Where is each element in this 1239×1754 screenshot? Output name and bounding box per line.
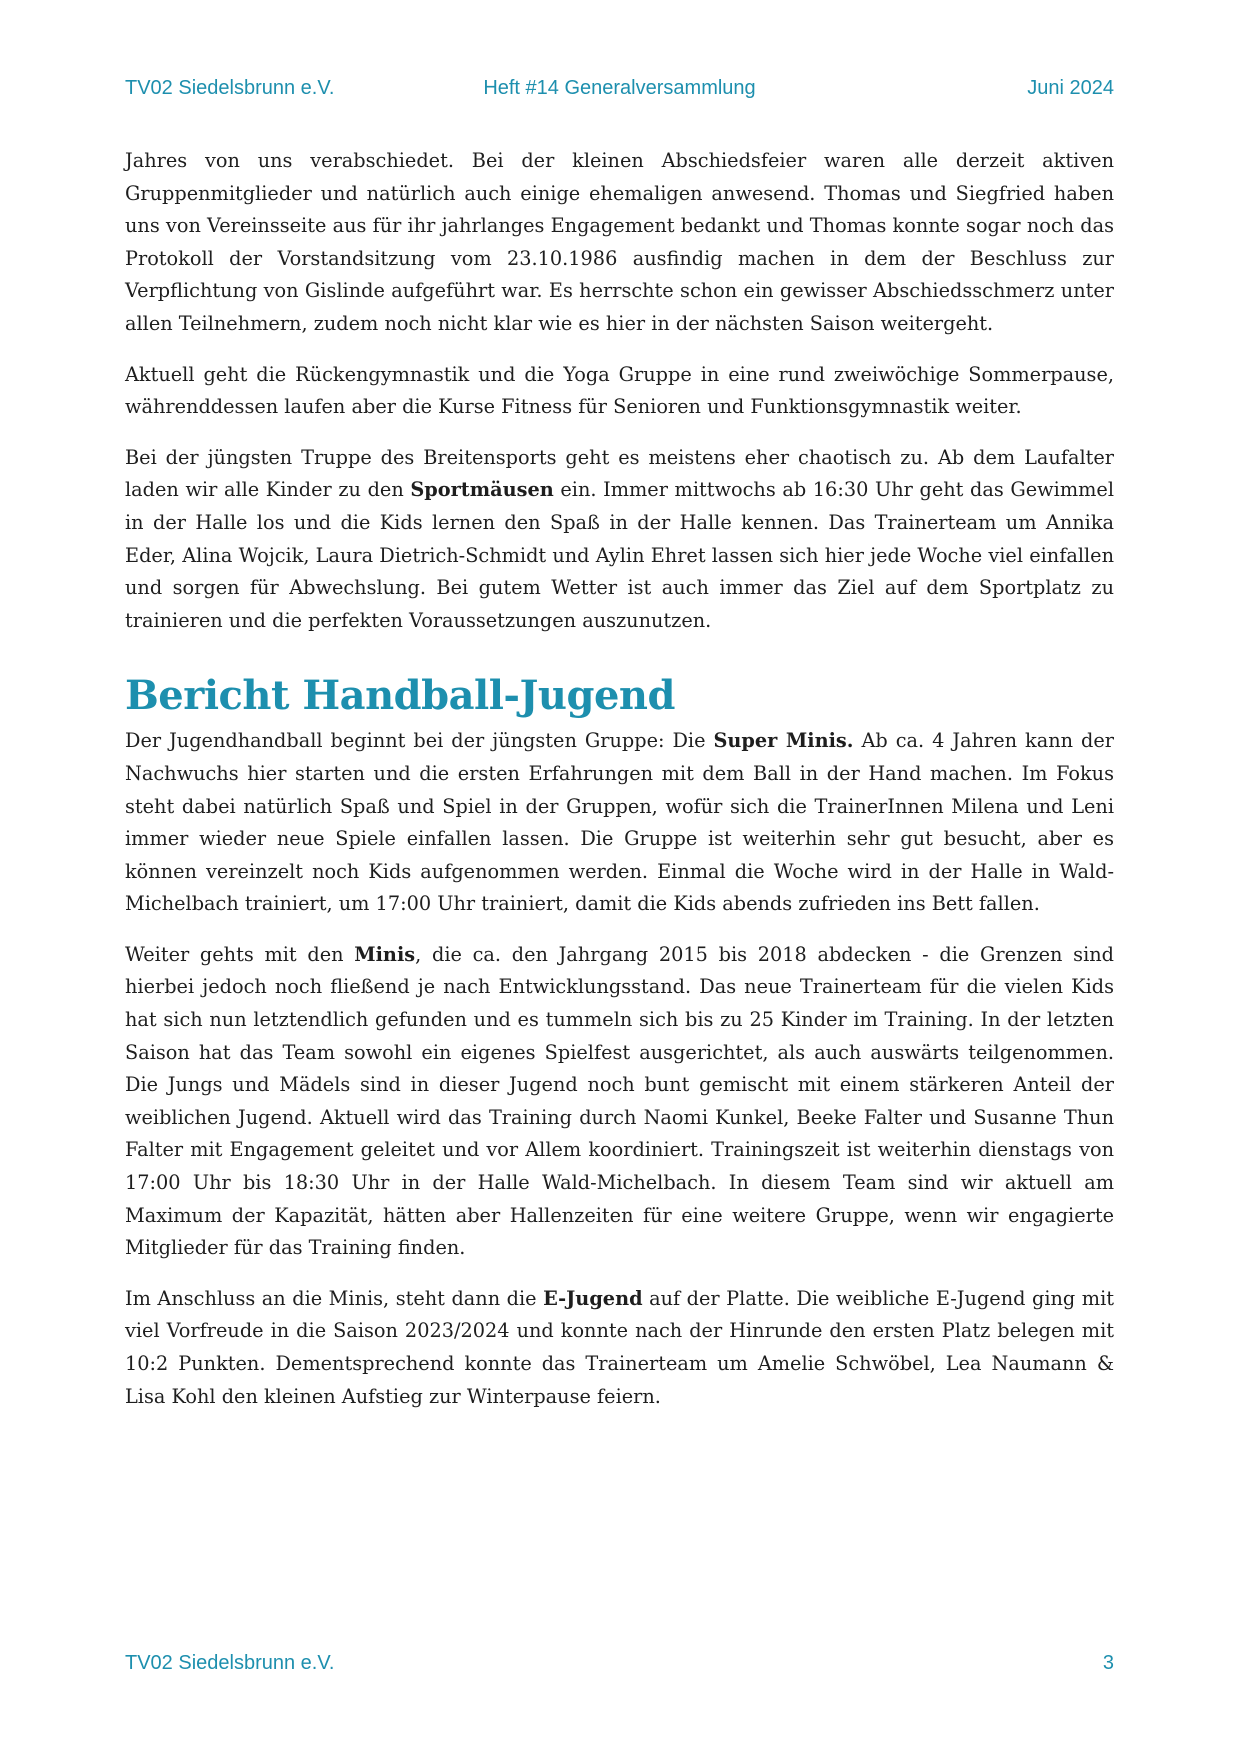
header-issue-title: Heft #14 Generalversammlung [483,77,756,99]
paragraph-farewell: Jahres von uns verabschiedet. Bei der kleinen Abschiedsfeier waren alle derzeit aktiven Gruppenmitglieder und natürlich auch einige ehemaligen anwesend. Thomas und Siegfried haben uns von Vereinsseite aus für ihr jahrlanges Engagement bedankt und Thomas konnte sogar noch das Protokoll der Vorstandsitzung vom 23.10.1986 ausfindig machen in dem der Beschluss zur Verpflichtung von Gislinde aufgeführt war. Es herrschte schon ein gewisser Abschiedsschmerz unter allen Teilnehmern, zudem noch nicht klar wie es hier in der nächsten Saison weitergeht. [125,149,1114,335]
text-run: Der Jugendhandball beginnt bei der jüngsten Gruppe: Die [125,729,714,753]
bold-term-sportmaeusen: Sportmäusen [410,478,554,502]
document-body [125,145,1114,1431]
bold-term-super-minis: Super Minis. [713,729,854,753]
bold-term-e-jugend: E-Jugend [543,1286,643,1310]
footer-club-name: TV02 Siedelsbrunn e.V. [125,1652,335,1674]
text-run: Weiter gehts mit den [125,942,355,966]
paragraph-e-jugend [125,1283,1114,1413]
paragraph-sportmaeusen [125,442,1114,638]
page-footer [125,1652,1114,1678]
header-date: Juni 2024 [1027,77,1114,99]
paragraph-minis [125,939,1114,1265]
text-run: Im Anschluss an die Minis, steht dann die [125,1286,544,1310]
paragraph-super-minis [125,725,1114,921]
text-run: Ab ca. 4 Jahren kann der Nachwuchs hier starten und die ersten Erfahrungen mit dem Ball in der Hand machen. Im Fokus steht dabei natürlich Spaß und Spiel in der Gruppen, wofür sich die TrainerInnen Milena und Leni immer wieder neue Spiele einfallen lassen. Die Gruppe ist weiterhin sehr gut besucht, aber es können vereinzelt noch Kids aufgenommen werden. Einmal die Woche wird in der Halle in Wald-Michelbach trainiert, um 17:00 Uhr trainiert, damit die Kids abends zufrieden ins Bett fallen. [125,729,1115,916]
header-club-name: TV02 Siedelsbrunn e.V. [125,77,335,99]
page-number: 3 [1102,1652,1114,1674]
section-heading: Bericht Handball-Jugend [125,672,675,720]
page-header [125,77,1114,103]
text-run: Bei der jüngsten Truppe des Breitensports geht es meistens eher chaotisch zu. Ab dem Laufalter laden wir alle Kinder zu den [125,445,1114,502]
text-run: , die ca. den Jahrgang 2015 bis 2018 abdecken - die Grenzen sind hierbei jedoch noch fließend je nach Entwicklungsstand. Das neue Trainerteam für die vielen Kids hat sich nun letztendlich gefunden und es tummeln sich bis zu 25 Kinder im Training. In der letzten Saison hat das Team sowohl ein eigenes Spielfest ausgerichtet, als auch auswärts teilgenommen. Die Jungs und Mädels sind in dieser Jugend noch bunt gemischt mit einem stärkeren Anteil der weiblichen Jugend. Aktuell wird das Training durch Naomi Kunkel, Beeke Falter und Susanne Thun Falter mit Engagement geleitet und vor Allem koordiniert. Trainingszeit ist weiterhin dienstags von 17:00 Uhr bis 18:30 Uhr in der Halle Wald-Michelbach. In diesem Team sind wir aktuell am Maximum der Kapazität, hätten aber Hallenzeiten für eine weitere Gruppe, wenn wir engagierte Mitglieder für das Training finden. [125,942,1114,1260]
paragraph-summer-break: Aktuell geht die Rückengymnastik und die Yoga Gruppe in eine rund zweiwöchige Sommerpause, währenddessen laufen aber die Kurse Fitness für Senioren und Funktionsgymnastik weiter. [125,362,1114,419]
bold-term-minis: Minis [354,942,416,966]
text-run: ein. Immer mittwochs ab 16:30 Uhr geht das Gewimmel in der Halle los und die Kids lernen den Spaß in der Halle kennen. Das Trainerteam um Annika Eder, Alina Wojcik, Laura Dietrich-Schmidt und Aylin Ehret lassen sich hier jede Woche viel einfallen und sorgen für Abwechslung. Bei gutem Wetter ist auch immer das Ziel auf dem Sportplatz zu trainieren und die perfekten Voraussetzungen auszunutzen. [125,478,1114,632]
text-run: auf der Platte. Die weibliche E-Jugend ging mit viel Vorfreude in die Saison 2023/2024 und konnte nach der Hinrunde den ersten Platz belegen mit 10:2 Punkten. Dementsprechend konnte das Trainerteam um Amelie Schwöbel, Lea Naumann & Lisa Kohl den kleinen Aufstieg zur Winterpause feiern. [125,1286,1114,1408]
